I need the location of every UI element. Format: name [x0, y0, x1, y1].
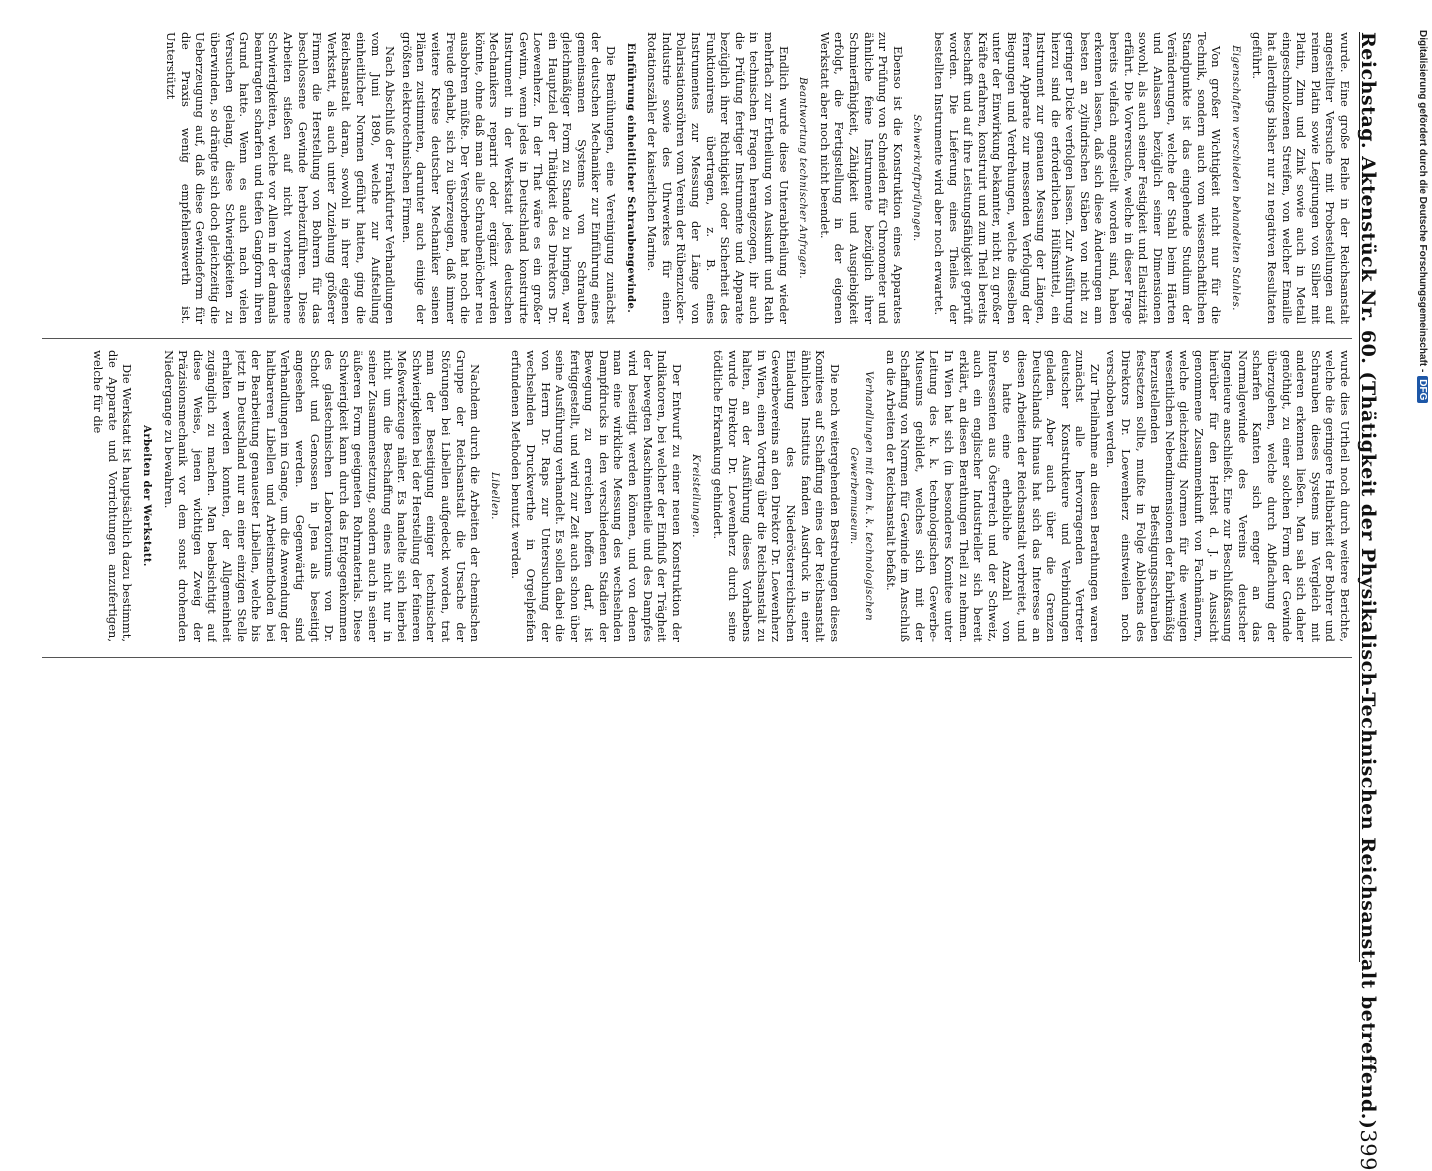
- paragraph: Die Werkstatt ist hauptsächlich dazu bestimmt, die Apparate und Vorrichtungen anzufertigen, welche für die: [91, 350, 135, 642]
- column-1: [42, 32, 1352, 324]
- section-heading: Schwerkraftprüfungen.: [911, 114, 923, 242]
- section-heading: Eigenschaften verschieden behandelten Stahles.: [1229, 45, 1241, 311]
- paragraph: Ebenso ist die Konstruktion eines Apparates zur Prüfung von Schneiden für Chronometer und ähnliche feine Instrumente bezüglich ihrer Schmierfähigkeit, Zähigkeit und Ausgiebigkeit erfolgt, die Fertigstellung in der eigenen Werkstatt aber noch nicht beendet.: [817, 32, 905, 324]
- paragraph: wurde. Eine große Reihe in der Reichsanstalt angestellter Versuche mit Probestellungen auf reinem Platin sowie Legirungen von Silber mit Platin, Zinn und Zink sowie auch in Metall eingeschmolzenen Streifen, von welcher Emaille hat allerdings bisher nur zu negativen Resultaten geführt.: [1250, 32, 1352, 324]
- section-heading: Libellen.: [488, 472, 500, 520]
- column-2: [42, 350, 1352, 642]
- dfg-logo: DFG: [1417, 376, 1428, 403]
- page-number: 399: [1355, 1129, 1380, 1171]
- paragraph: Endlich wurde diese Unterabtheilung wieder mehrfach zur Ertheilung von Auskunft und Rath in technischen Fragen herangezogen, ihr auch die Prüfung fertiger Instrumente und Apparate bezüglich ihrer Richtigkeit oder Sicherheit des Funktionirens übertragen, z. B. eines Instrumentes zur Messung der Länge von Polarisationsröhren vom Verein der Rübenzucker-Industrie sowie des Uhrwerkes für einen Rotationszähler der kaiserlichen Marine.: [645, 32, 791, 324]
- paragraph: Die Bemühungen, eine Vereinigung zunächst der deutschen Mechaniker zur Einführung eines gemeinsamen Systems von Schrauben gleichmäßiger Form zu Stande zu bringen, war ein Hauptziel der Thätigkeit des Direktors Dr. Loewenherz. In der That wäre es ein großer Gewinn, wenn jedes in Deutschland konstruirte Instrument in der Werkstatt jedes deutschen Mechanikers reparirt oder ergänzt werden könnte, ohne daß man alle Schraubenlöcher neu ausbohren müßte. Der Verstorbene hat noch die Freude gehabt, sich zu überzeugen, daß immer weitere Kreise deutscher Mechaniker seinen Plänen zustimmten, darunter auch einige der größten elektrotechnischen Firmen.: [399, 32, 619, 324]
- paragraph: Nach Abschluß der Frankfurter Verhandlungen vom Juni 1890, welche zur Aufstellung einheitlicher Normen geführt hatten, ging die Reichsanstalt daran, sowohl in ihrer eigenen Werkstatt, als auch unter Zuziehung größerer Firmen die Herstellung von Bohrern für das beschlossene Gewinde herbeizuführen. Diese Arbeiten stießen auf nicht vorhergesehene Schwierigkeiten, welche vor Allem in der damals beantragten scharfen und tiefen Gangform ihren Grund hatte. Wenn es auch nach vielen Versuchen gelang, diese Schwierigkeiten zu überwinden, so drängte sich doch gleichzeitig die Ueberzeugung auf, daß diese Gewindeform für die Praxis wenig empfehlenswerth ist. Unterstützt: [164, 32, 398, 324]
- text-columns: [42, 32, 1352, 962]
- digitization-credit: [1412, 30, 1428, 980]
- credit-text-line: [1417, 30, 1428, 980]
- section-heading: Kreisteilungen.: [690, 454, 702, 538]
- running-head: [1355, 32, 1390, 1171]
- column-divider: [42, 657, 1352, 658]
- rotated-page-content: [30, 32, 1390, 1171]
- section-heading: Einführung einheitlicher Schraubengewinde.: [624, 42, 636, 314]
- section-heading: Arbeiten der Werkstatt.: [141, 425, 153, 567]
- paragraph: wurde dies Urtheil noch durch weitere Berichte, welche die geringere Haltbarkeit der Bohrer und Schrauben dieses Systems im Vergleich mit anderen erkennen ließen. Man sah sich daher genöthigt, zu einer solchen Form der Gewinde überzugehen, welche durch Abflachung der scharfen Kanten sich enger an das Normalgewinde des Vereins deutscher Ingenieure anschließt. Eine zur Beschlußfassung hierüber für den Herbst d. J. in Aussicht genommene Zusammenkunft von Fachmännern, welche gleichzeitig Normen für die wenigen wesentlichen Nebendimensionen der fabrikmäßig herzustellenden Befestigungsschrauben festsetzen sollte, mußte in Folge Ablebens des Direktors Dr. Loewenherz einstweilen noch verschoben werden.: [1104, 350, 1352, 642]
- running-head-title: Reichstag. Aktenstück Nr. 60. (Thätigkeit der Physikalisch-Technischen Reichsanstalt betreffend.): [1356, 32, 1379, 1130]
- paragraph: Von großer Wichtigkeit nicht nur für die Technik, sondern auch vom wissenschaftlichen Standpunkte ist das eingehende Studium der Veränderungen, welche der Stahl beim Härten und Anlassen bezüglich seiner Dimensionen sowohl, als auch seiner Festigkeit und Elastizität erfährt. Die Vorversuche, welche in dieser Frage bereits vielfach angestellt worden sind, haben erkennen lassen, daß sich diese Änderungen am besten an zylindrischen Stäben von nicht zu geringer Dicke verfolgen lassen. Zur Ausführung hierzu sind die erforderlichen Hülfsmittel, ein Instrument zur genauen Messung der Längen, ferner Apparate zur messenden Verfolgung der Biegungen und Verdrehungen, welche dieselben unter der Einwirkung bekannter, nicht zu großer Kräfte erfahren, konstruirt und zum Theil bereits beschafft und auf ihre Leistungsfähigkeit geprüft worden. Die Lieferung eines Theiles der bestellten Instrumente wird aber noch erwartet.: [931, 32, 1224, 324]
- paragraph: Nachdem durch die Arbeiten der chemischen Gruppe der Reichsanstalt die Ursache der Störungen bei Libellen aufgedeckt worden, trat man der Beseitigung einiger technischer Schwierigkeiten bei der Herstellung der feineren Meßwerkzeuge näher. Es handelte sich hierbei nicht um die Beschaffung eines nicht nur in seiner Zusammensetzung, sondern auch in seiner äußeren Form geeigneten Rohrmaterials. Diese Schwierigkeit kann durch das Entgegenkommen des glastechnischen Laboratoriums von Dr. Schott und Genossen in Jena als beseitigt angesehen werden. Gegenwärtig sind Verhandlungen im Gange, um die Anwendung der haltbareren Libellen und Arbeitsmethoden bei der Bearbeitung genauester Libellen, welche bis jetzt in Deutschland nur an einer einzigen Stelle erhalten werden konnten, der Allgemeinheit zugänglich zu machen. Man beabsichtigt auf diese Weise, jenen wichtigen Zweig der Präzisionsmechanik vor dem sonst drohenden Niedergange zu bewahren.: [161, 350, 483, 642]
- paragraph: Der Entwurf zu einer neuen Konstruktion der Indikatoren, bei welcher der Einfluß der Trägheit der bewegten Maschinentheile und des Dampfes wird beseitigt werden können, und von denen man eine wirkliche Messung des wechselnden Dampfdrucks in den verschiedenen Stadien der Bewegung zu erreichen hoffen darf, ist fertiggestellt, und wird zur Zeit auch schon über seine Ausführung verhandelt. Es sollen dabei die von Herrn Dr. Raps zur Untersuchung der wechselnden Druckwerthe in Orgelpfeifen erfundenen Methoden benutzt werden.: [509, 350, 684, 642]
- section-heading: Verhandlungen mit dem k. k. technologischen Gewerbemuseum.: [848, 371, 874, 621]
- section-heading: Beantwortung technischer Anfragen.: [797, 77, 809, 279]
- paragraph: Die noch weitergehenden Bestrebungen dieses Komitees auf Schaffung eines der Reichsanstalt ähnlichen Instituts fanden Ausdruck in einer Einladung des Niederösterreichischen Gewerbevereins an den Direktor Dr. Loewenherz in Wien, einen Vortrag über die Reichsanstalt zu halten, an der Ausführung dieses Vorhabens wurde Direktor Dr. Loewenherz durch seine tödtliche Erkrankung gehindert.: [711, 350, 842, 642]
- column-divider: [42, 338, 1352, 339]
- credit-text: Digitalisierung gefördert durch die Deutsche Forschungsgemeinschaft -: [1417, 30, 1428, 373]
- paragraph: Zur Theilnahme an diesen Berathungen waren zunächst alle hervorragenden Vertreter deutscher Konstrukteure und Verbindungen geladen. Aber auch über die Grenzen Deutschlands hinaus hat sich das Interesse an diesen Arbeiten der Reichsanstalt verbreitet, und so hatte eine erhebliche Anzahl von Interessenten aus Österreich und der Schweiz, auch ein englischer Industrieller sich bereit erklärt, an diesen Berathungen Theil zu nehmen. In Wien hat sich (in besonderes Komitee unter Leitung des k. k. technologischen Gewerbe-Museums gebildet, welches sich mit der Schaffung von Normen für Gewinde im Anschluß an die Arbeiten der Reichsanstalt befaßt.: [883, 350, 1102, 642]
